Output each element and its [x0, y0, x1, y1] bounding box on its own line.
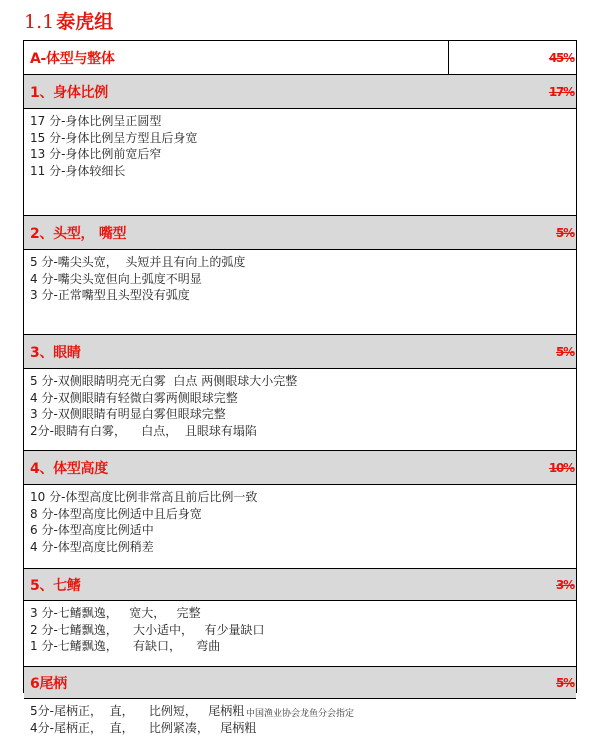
score-line: 8 分-体型高度比例适中且后身宽 [30, 506, 576, 523]
section-name: 5、七鳍 [30, 569, 81, 600]
main-category-name: A-体型与整体 [30, 41, 115, 74]
score-line: 2分-眼睛有白雾， 白点， 且眼球有塌陷 [30, 423, 576, 440]
section-header-head-mouth [24, 216, 576, 250]
score-line: 6 分-体型高度比例适中 [30, 522, 576, 539]
section-percent: 5% [556, 335, 574, 368]
section-name: 6尾柄 [30, 667, 67, 698]
section-body-body-ratio [24, 109, 576, 216]
section-body-eyes [24, 369, 576, 451]
section-name: 1、身体比例 [30, 75, 108, 108]
section-name: 4、体型高度 [30, 451, 108, 484]
section-percent: 10% [549, 451, 574, 484]
page-title-text: 泰虎组 [56, 11, 113, 33]
score-line: 5分-尾柄正， 直， 比例短， 尾柄粗 [30, 703, 576, 720]
score-line: 11 分-身体较细长 [30, 163, 576, 180]
header-divider [448, 41, 449, 74]
score-line: 3 分-正常嘴型且头型没有弧度 [30, 287, 576, 304]
score-line: 4 分-双侧眼睛有轻微白雾两侧眼球完整 [30, 390, 576, 407]
score-line: 5 分-嘴尖头宽， 头短并且有向上的弧度 [30, 254, 576, 271]
score-line: 10 分-体型高度比例非常高且前后比例一致 [30, 489, 576, 506]
section-body-head-mouth [24, 250, 576, 335]
score-line: 17 分-身体比例呈正圆型 [30, 113, 576, 130]
score-line: 4 分-嘴尖头宽但向上弧度不明显 [30, 271, 576, 288]
section-name: 3、眼睛 [30, 335, 81, 368]
score-line: 4 分-体型高度比例稍差 [30, 539, 576, 556]
score-line: 3 分-七鳍飘逸， 宽大， 完整 [30, 605, 576, 622]
section-header-eyes [24, 335, 576, 369]
score-line: 13 分-身体比例前宽后窄 [30, 146, 576, 163]
score-line: 1 分-七鳍飘逸， 有缺口， 弯曲 [30, 638, 576, 655]
score-line: 3 分-双侧眼睛有明显白雾但眼球完整 [30, 406, 576, 423]
page-title [24, 8, 113, 36]
main-category-percent: 45% [549, 41, 574, 74]
section-header-body-height [24, 451, 576, 485]
score-line: 15 分-身体比例呈方型且后身宽 [30, 130, 576, 147]
section-body-fins [24, 601, 576, 667]
section-header-fins [24, 569, 576, 601]
section-header-tail [24, 667, 576, 699]
main-header-row [24, 41, 576, 75]
section-percent: 5% [556, 667, 574, 698]
section-body-body-height [24, 485, 576, 569]
section-percent: 3% [556, 569, 574, 600]
score-line: 4分-尾柄正， 直， 比例紧凑， 尾柄粗 [30, 720, 576, 736]
scoring-table [23, 40, 577, 693]
section-header-body-ratio [24, 75, 576, 109]
section-percent: 5% [556, 216, 574, 249]
section-percent: 17% [549, 75, 574, 108]
section-name: 2、头型， 嘴型 [30, 216, 126, 249]
footer-note: 中国渔业协会龙鱼分会指定 [0, 706, 600, 719]
score-line: 2 分-七鳍飘逸， 大小适中， 有少量缺口 [30, 622, 576, 639]
page-title-number: 1.1 [24, 11, 54, 33]
score-line: 5 分-双侧眼睛明亮无白雾 白点 两侧眼球大小完整 [30, 373, 576, 390]
